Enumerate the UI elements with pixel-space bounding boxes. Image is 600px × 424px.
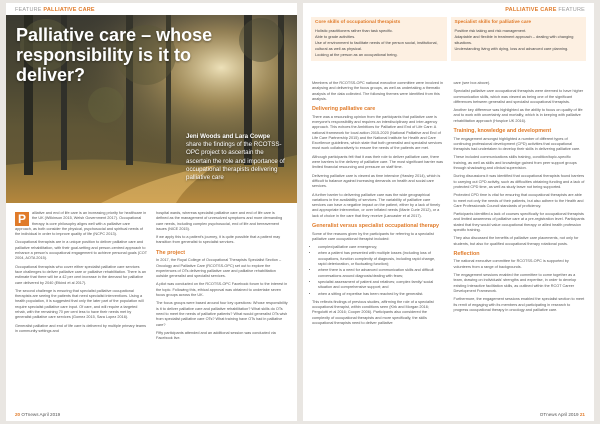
paragraph: If we apply this to a patient's journey, it is quite possible that a patient may transition from generalist to specialist services.	[156, 235, 281, 245]
magazine-name: OTnews	[21, 412, 39, 417]
paragraph: There was a resounding opinion from the participants that palliative care is everyone's responsibility and requires an interdisciplinary and inter-agency approach. This echoes the Ambitions for Palliative and End of Life Care: A national framework for local action 2015-2020 (National Palliative and End of Life Care Partnership 2015) and the National Institute for Health and Care Excellence guidelines, which state that both generalist and specialist services must work collaboratively to ensure the needs of the patients are met.	[312, 114, 443, 151]
article-title: Palliative care – whose responsibility is it to deliver?	[16, 25, 213, 85]
box-heading: Specialist skills for palliative care	[454, 20, 532, 25]
heading-training: Training, knowledge and development	[453, 128, 552, 135]
list-item: • complex/palliative care emergency;	[318, 245, 444, 250]
issue-date: April 2019	[557, 412, 579, 417]
intro-paragraph: P alliative and end of life care is an increasing priority for healthcare in the UK (Wilkinson 2015, Welsh Government 2017). Occupational therapy is core philosophy aligns well with a palliative care approach, as both consider the physical, psychosocial and spiritual needs of the individual in order to improve quality of life (NCPC 2013).	[15, 211, 147, 237]
issue-date: April 2019	[39, 412, 61, 417]
heading-reflection: Reflection	[453, 250, 480, 257]
left-page	[6, 3, 297, 421]
paragraph: The engagement sessions enabled the committee to come together as a team, drawing on individuals' strengths and expertise, in order to develop existing Interactive facilitation skills, as outlined within the RCOT Career Development Framework.	[453, 273, 577, 293]
core-skills-box	[311, 17, 447, 61]
box-heading: Core skills of occupational therapists	[315, 20, 401, 25]
paragraph: The second challenge is ensuring that specialist palliative occupational therapists are seeing the patients that need specialist interventions. Using a health population, it is suggested that only the later part of the population will require specialist palliative care input. Of care, and will require a targeted rehab, with the remaining 70 per cent less to have their needs met by generalist palliative care services (Gomez 2015, Sara Lopez 2016).	[15, 288, 144, 320]
paragraph: Delivering palliative care is viewed as time intensive (Hawley 2014), which is difficult to balance against increasing demands on health and social care services.	[312, 173, 441, 189]
hero-forest-image	[6, 15, 297, 203]
header-section: FEATURE	[558, 7, 585, 13]
list-item: • when a sitting of expertise has been reached by the generalist.	[318, 292, 444, 297]
paragraph: Although participants felt that it was their role to deliver palliative care, there were barriers to the delivery of palliative care. The most significant barrier was limited financial resourcing and pressure on staff time.	[312, 154, 443, 170]
list-item: • when a patient has presented with multiple losses (including loss of occupations, function complexity of diagnosis, including rapid change, rapid deterioration, or fluctuating function);	[318, 251, 444, 267]
core-skills-list	[315, 28, 443, 58]
paragraph: Members of the RCOTSS-OPC national executive committee were involved in analysing and delivering the focus groups, as well as undertaking a thematic analysis of the data collected. The following themes were identified from this analysis.	[312, 81, 444, 101]
paragraph: Fifty participants attended and an additional session was conducted via Facebook live.	[156, 330, 276, 341]
magazine-name: OTnews	[539, 412, 557, 417]
right-column-1	[312, 81, 444, 407]
paragraph: A pilot was conducted on the RCOTSS-OPC Facebook forum to the interest in the topic. Following this, ethical approval was obtained to undertake seven focus groups across the UK.	[156, 282, 288, 298]
paragraph: Furthermore, the engagement sessions enabled the specialist section to meet its remit of engaging with its members and participating in research to progress occupational therapy in oncology and palliative care.	[453, 297, 585, 312]
list-item: • specialist assessment of patient and relatives; complex family/ social situation and comprehensive support; and	[318, 280, 444, 291]
right-footer	[540, 412, 585, 417]
paragraph: The engagement amongst highlighted a number of different types of continuing professional development (CPD) activities that occupational therapists had undertaken to develop their skills in delivering palliative care.	[453, 136, 581, 152]
paragraph: Specialist palliative care occupational therapists were deemed to have higher communication skills, which was viewed as being one of the significant differences between generalist and specialist occupational therapists.	[453, 89, 584, 104]
heading-the-project: The project	[156, 249, 186, 256]
referral-reasons-list	[312, 245, 444, 297]
standfirst-text: share the findings of the RCOTSS-OPC project to ascertain the ascertain the role and importance of occupational therapists delivering palliative care	[186, 141, 285, 182]
header-topic: PALLIATIVE CARE	[505, 7, 557, 13]
paragraph: care (see box above).	[453, 81, 491, 85]
left-column-2	[156, 211, 288, 407]
skills-boxes	[311, 17, 586, 61]
paragraph: Occupational therapists who cover either specialist palliative care services face challenges to deliver palliative care or palliative rehabilitation. There is an estimate that there will be a 42 per cent increase in the demand for palliative care delivered by 2040 (Etkind et al 2017).	[15, 264, 146, 285]
paragraph: Another key difference was highlighted as the ability to focus on quality of life and to work with uncertainty and mortality, which is in keeping with palliative rehabilitation approach (Hospice UK 2016).	[453, 108, 583, 123]
paragraph: Some of the reasons given by the participants for referring to a specialist palliative care occupational therapist included:	[312, 231, 434, 241]
page-number: 20	[15, 412, 21, 417]
paragraph: This reflects findings of previous studies, affirming the role of a specialist occupational therapist, within conditions seen (Kirk and Morgan 2016; Pergolotti et al 2016; Cooper 2006). Participants also considered the complexity of occupational therapists and more specifically, the skills occupational therapists need to deliver palliative	[312, 299, 434, 325]
header-section: FEATURE	[15, 7, 42, 13]
heading-generalist-vs-specialist: Generalist versus specialist occupational therapy	[312, 223, 440, 230]
list-item: • where there is a need for advanced communication skills and difficult conversations around diagnosis/dealing with fears;	[318, 268, 444, 279]
paragraph: Occupational therapists are in a unique position to deliver palliative care and palliative rehabilitation, with their goal-setting and person-centred approach to enhance a person's occupational engagement to achieve personal goals (COT 2004, AOTA 2015).	[15, 240, 147, 261]
paragraph: The focus groups were based around four key questions: Whose responsibility is it to deliver palliative care and palliative rehabilitation? What skills do OTs need to meet the needs of palliative patients? What would generalist OTs wish from specialist palliative care OTs? What training have OTs had in palliative care?	[156, 301, 288, 327]
right-page	[303, 3, 594, 421]
right-running-header	[505, 7, 585, 13]
paragraph: During discussions it was identified that occupational therapists found barriers to carrying out CPD activity, such as difficulties obtaining funding and a lack of protected CPD time, as well as study leave not being supported.	[453, 174, 585, 189]
paragraph: These included communications skills training, condition/topic-specific training, as well as skills and knowledge gained from peer support groups through shadowing and clinical supervision.	[453, 155, 577, 171]
paragraph: hospital wards, whereas specialist palliative care and end of life care is defined as the management of unresolved symptoms and more demanding care needs, including complex psychosocial, end of life and bereavement issues (NICE 2015).	[156, 211, 283, 231]
list-item: Holistic practitioners rather than task specific.	[315, 28, 394, 33]
paragraph: Generalist palliative and end of life care is delivered by multiple primary teams in community settings and	[15, 323, 147, 333]
standfirst	[186, 133, 286, 182]
list-item: Understanding living with dying, loss and advanced care planning.	[454, 46, 569, 52]
list-item: Able to grade activities.	[315, 34, 356, 40]
left-column-1	[15, 211, 147, 407]
paragraph: Participants identified a lack of courses specifically for occupational therapists and limited awareness of palliative care at a pre-registration level. Participants stated that they would value occupational therapy or allied health profession specific training.	[453, 212, 585, 233]
specialist-skills-box	[451, 17, 587, 61]
header-topic: PALLIATIVE CARE	[43, 7, 95, 13]
specialist-skills-list	[455, 28, 583, 52]
paragraph: They also discussed the benefits of palliative care placements, not only for students, but also for qualified occupational therapy rotational posts.	[453, 236, 579, 246]
drop-cap: P	[15, 212, 29, 226]
standfirst-authors: Jeni Woods and Lara Cowpe	[186, 133, 271, 140]
list-item: Positive risk taking and risk management.	[454, 28, 527, 33]
list-item: Adaptable and flexible in treatment approach – dealing with changing situations.	[454, 34, 574, 46]
paragraph: A further barrier to delivering palliative care was the wide geographical variations in the availability of services. The variability of palliative care services can have a negative impact on the patient, either by a lack of timely and appropriate intervention, or over inflated needs (Marie Curie 2012), or a lack of choice in the care that they receive (Lancaster et al 2017).	[312, 192, 441, 218]
left-running-header	[15, 7, 95, 13]
left-body-columns	[15, 211, 288, 407]
paragraph: The national executive committee for RCOTSS-OPC is supported by volunteers from a range of backgrounds.	[453, 259, 569, 269]
left-footer	[15, 412, 60, 417]
heading-delivering-palliative-care: Delivering palliative care	[312, 106, 376, 113]
paragraph: Protected CPD time is vital for ensuring that occupational therapists are able to meet not only the needs of their patients, but also adhere to the Health and Care Professionals Council standards of proficiency.	[453, 193, 584, 208]
right-column-2	[454, 81, 586, 407]
list-item: Looking at the person as an occupational being.	[315, 52, 398, 58]
page-number: 21	[579, 412, 585, 417]
right-body-columns	[312, 81, 585, 407]
paragraph: In 2017, the Royal College of Occupational Therapists Specialist Section – Oncology and Palliative Care (RCOTSS-OPC) set out to explore the experiences of OTs delivering palliative care and palliative rehabilitation outside generalist and specialist services.	[156, 258, 282, 279]
list-item: Use of environment to facilitate needs of the person social, institutional, cultural as well as physical.	[315, 40, 438, 52]
